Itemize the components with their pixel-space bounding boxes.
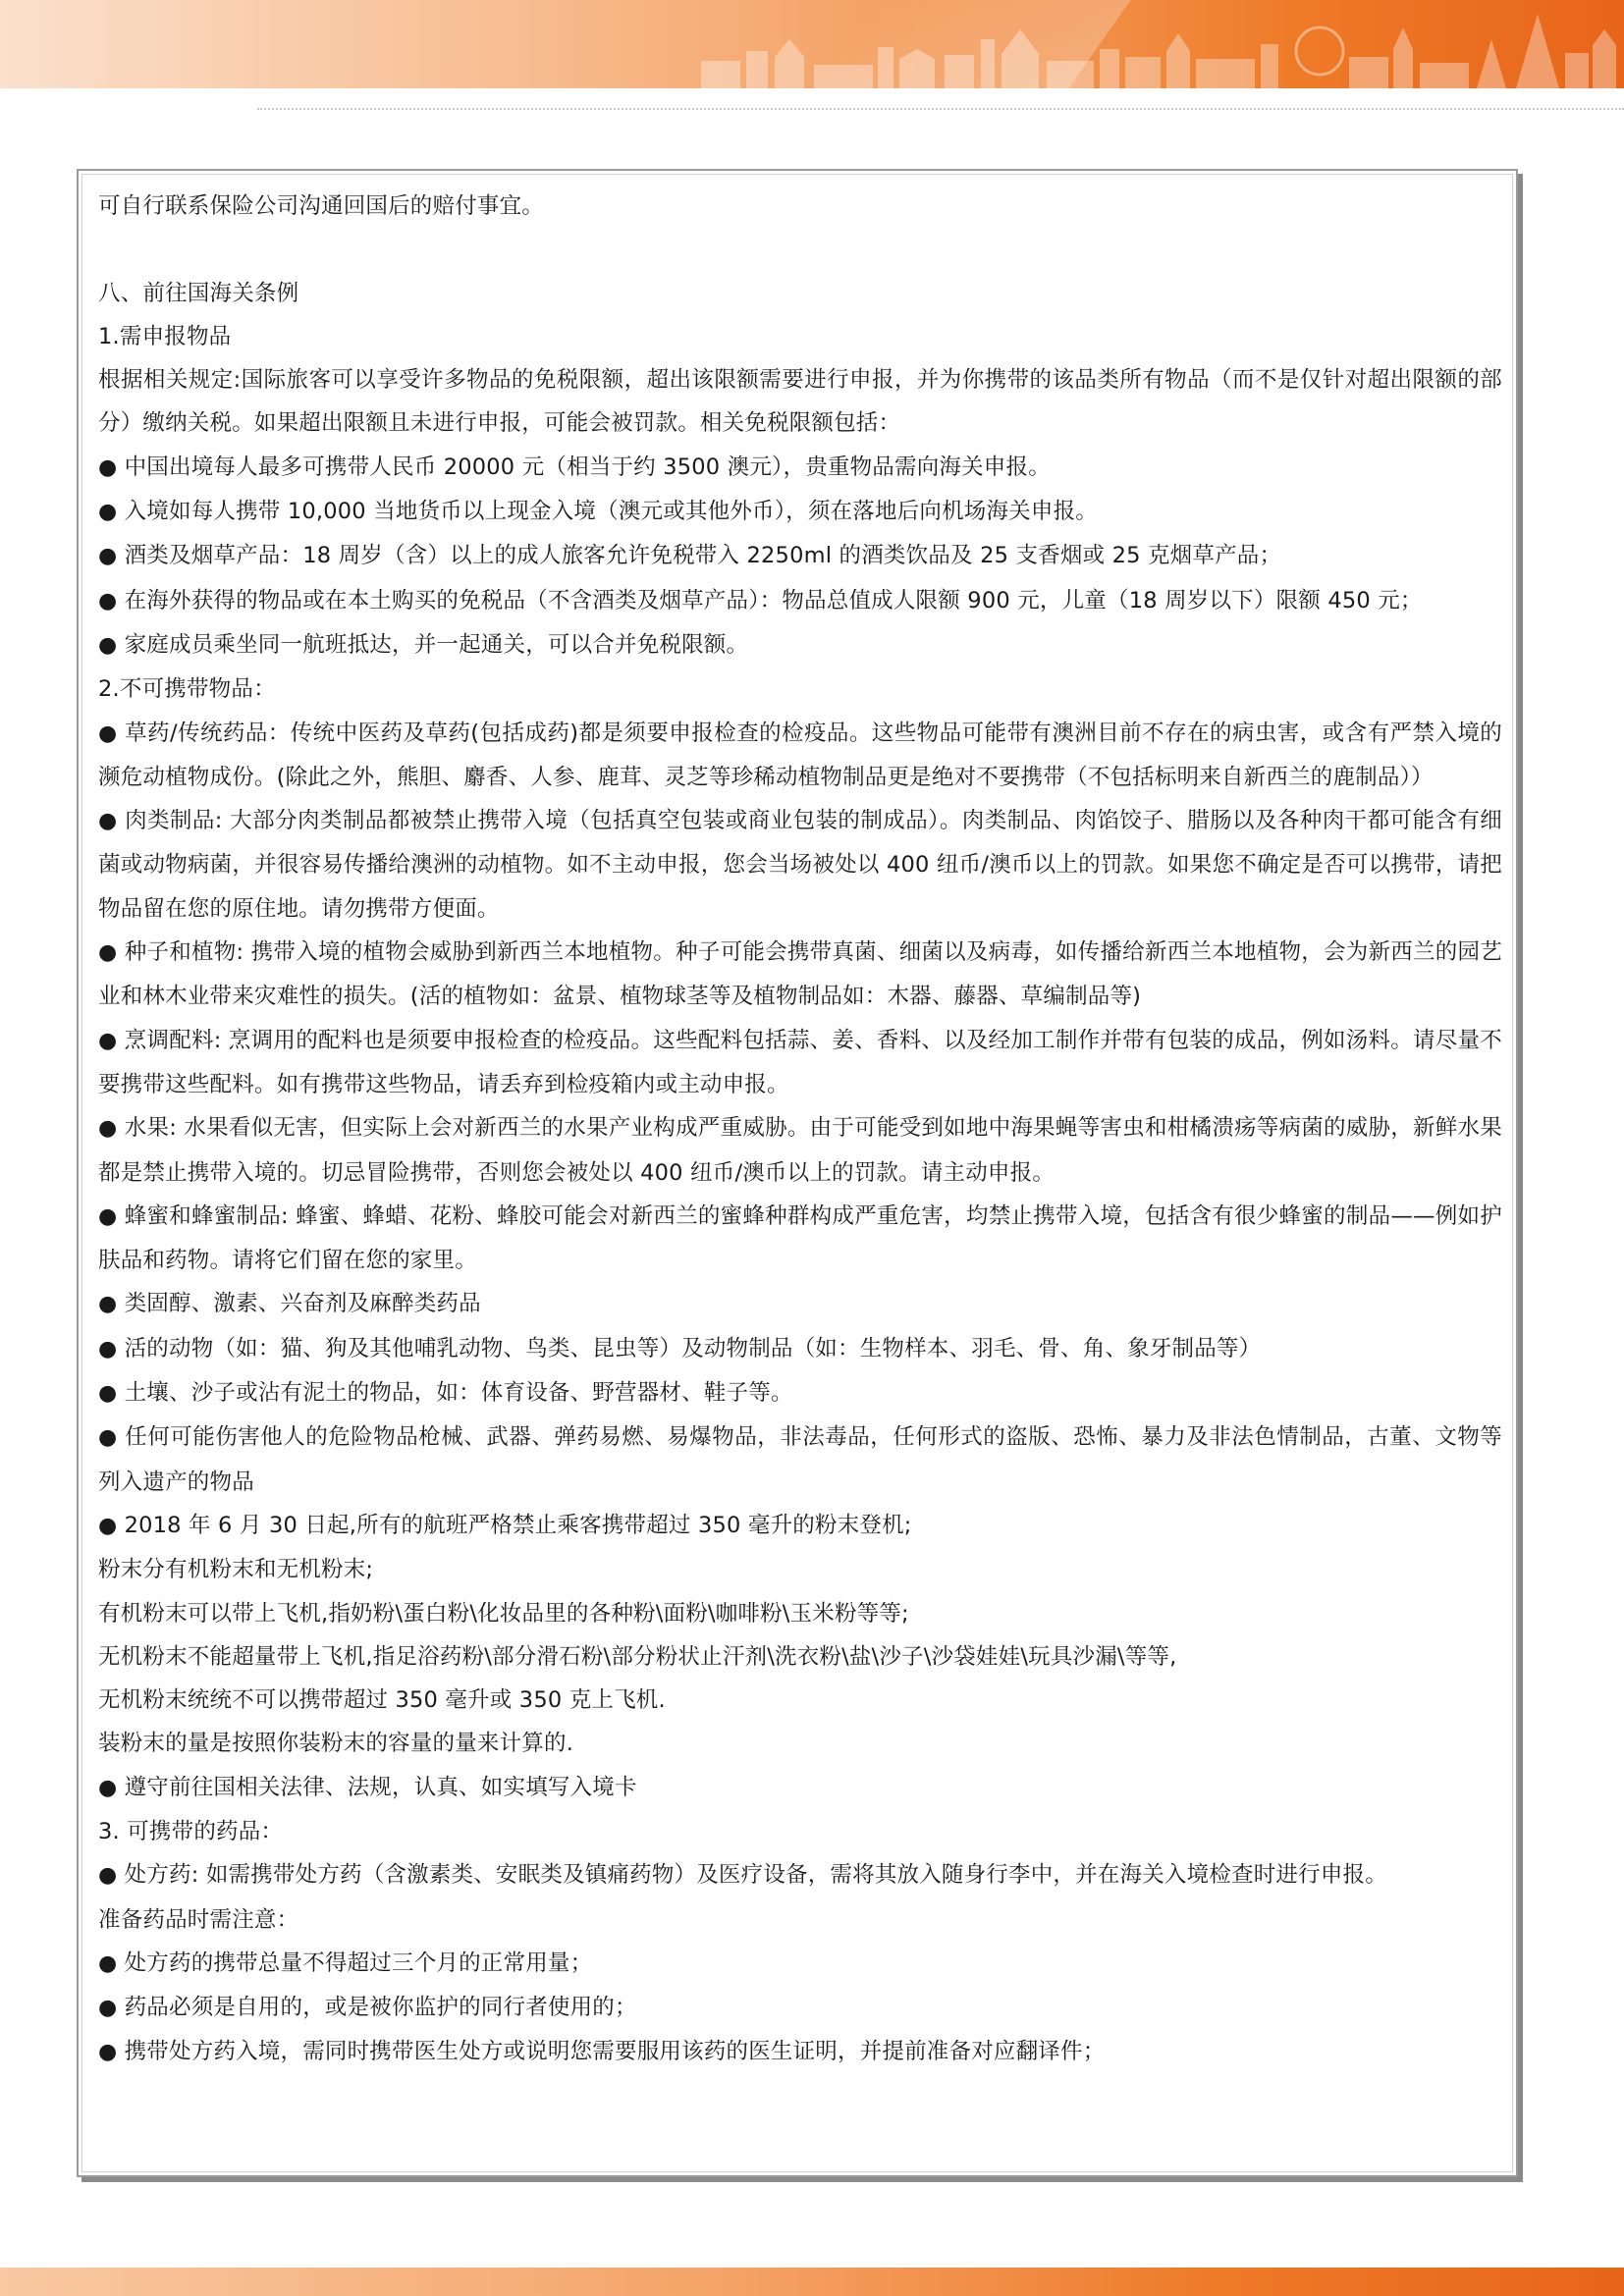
footer-banner [0,2268,1624,2296]
paragraph-line: 根据相关规定:国际旅客可以享受许多物品的免税限额，超出该限额需要进行申报，并为你携带的该品类所有物品（而不是仅针对超出限额的部分）缴纳关税。如果超出限额且未进行申报，可能会被罚款。相关免税限额包括： [98,367,1502,437]
bullet-item: ● 药品必须是自用的，或是被你监护的同行者使用的； [98,1986,1502,2030]
paragraph-line: 2.不可携带物品： [98,676,276,703]
bullet-item: ● 蜂蜜和蜂蜜制品: 蜂蜜、蜂蜡、花粉、蜂胶可能会对新西兰的蜜蜂种群构成严重危害，均禁止携带入境，包括含有很少蜂蜜的制品——例如护肤品和药物。请将它们留在您的家里。 [98,1195,1502,1283]
bullet-item: ● 家庭成员乘坐同一航班抵达，并一起通关，可以合并免税限额。 [98,623,1502,667]
city-skyline-icon [681,0,1624,88]
bullet-item: ● 2018 年 6 月 30 日起,所有的航班严格禁止乘客携带超过 350 毫升的粉末登机; [98,1504,1502,1548]
bullet-item: ● 遵守前往国相关法律、法规，认真、如实填写入境卡 [98,1766,1502,1810]
bullet-item: ● 草药/传统药品：传统中医药及草药(包括成药)都是须要申报检查的检疫品。这些物品可能带有澳洲目前不存在的病虫害，或含有严禁入境的濒危动植物成份。(除此之外，熊胆、麝香、人参、鹿茸、灵芝等珍稀动植物制品更是绝对不要携带（不包括标明来自新西兰的鹿制品）） [98,712,1502,800]
paragraph-line: 准备药品时需注意： [98,1906,299,1933]
paragraph-line: 八、前往国海关条例 [98,280,299,306]
paragraph-line: 装粉末的量是按照你装粉末的容量的量来计算的. [98,1731,574,1757]
bullet-item: ● 肉类制品: 大部分肉类制品都被禁止携带入境（包括真空包装或商业包装的制成品）。肉类制品、肉馅饺子、腊肠以及各种肉干都可能含有细菌或动物病菌，并很容易传播给澳洲的动植物。如不主动申报，您会当场被处以 400 纽币/澳币以上的罚款。如果您不确定是否可以携带，请把物品留在您的原住地。请勿携带方便面。 [98,799,1502,931]
paragraph-line: 1.需申报物品 [98,323,232,349]
paragraph-line: 可自行联系保险公司沟通回国后的赔付事宜。 [98,193,545,219]
bullet-item: ● 入境如每人携带 10,000 当地货币以上现金入境（澳元或其他外币），须在落地后向机场海关申报。 [98,490,1502,534]
content-frame [77,169,1518,2177]
bullet-item: ● 活的动物（如：猫、狗及其他哺乳动物、鸟类、昆虫等）及动物制品（如：生物样本、羽毛、骨、角、象牙制品等） [98,1327,1502,1371]
paragraph-line: 无机粉末不能超量带上飞机,指足浴药粉\部分滑石粉\部分粉状止汗剂\洗衣粉\盐\沙子\沙袋娃娃\玩具沙漏\等等, [98,1643,1177,1670]
paragraph-line: 粉末分有机粉末和无机粉末; [98,1557,374,1583]
bullet-item: ● 烹调配料: 烹调用的配料也是须要申报检查的检疫品。这些配料包括蒜、姜、香料、以及经加工制作并带有包装的成品，例如汤料。请尽量不要携带这些配料。如有携带这些物品，请丢弃到检疫箱内或主动申报。 [98,1019,1502,1107]
bullet-item: ● 携带处方药入境，需同时携带医生处方或说明您需要服用该药的医生证明，并提前准备对应翻译件； [98,2030,1502,2074]
bullet-item: ● 处方药: 如需携带处方药（含激素类、安眠类及镇痛药物）及医疗设备，需将其放入随身行李中，并在海关入境检查时进行申报。 [98,1853,1502,1897]
bullet-item: ● 土壤、沙子或沾有泥土的物品，如：体育设备、野营器材、鞋子等。 [98,1371,1502,1415]
paragraph-line: 有机粉末可以带上飞机,指奶粉\蛋白粉\化妆品里的各种粉\面粉\咖啡粉\玉米粉等等; [98,1600,909,1627]
bullet-item: ● 水果: 水果看似无害，但实际上会对新西兰的水果产业构成严重威胁。由于可能受到如地中海果蝇等害虫和柑橘溃疡等病菌的威胁，新鲜水果都是禁止携带入境的。切忌冒险携带，否则您会被处以 400 纽币/澳币以上的罚款。请主动申报。 [98,1106,1502,1195]
bullet-item: ● 类固醇、激素、兴奋剂及麻醉类药品 [98,1282,1502,1326]
bullet-item: ● 酒类及烟草产品：18 周岁（含）以上的成人旅客允许免税带入 2250ml 的酒类饮品及 25 支香烟或 25 克烟草产品； [98,534,1502,578]
header-banner [0,0,1624,88]
paragraph-line: 3. 可携带的药品： [98,1818,284,1844]
paragraph-line: 无机粉末统统不可以携带超过 350 毫升或 350 克上飞机. [98,1687,666,1714]
document-body [98,185,1502,2075]
bullet-item: ● 种子和植物: 携带入境的植物会威胁到新西兰本地植物。种子可能会携带真菌、细菌以及病毒，如传播给新西兰本地植物，会为新西兰的园艺业和林木业带来灾难性的损失。(活的植物如：盆景、植物球茎等及植物制品如：木器、藤器、草编制品等) [98,931,1502,1019]
header-divider [257,108,1624,110]
bullet-item: ● 处方药的携带总量不得超过三个月的正常用量； [98,1942,1502,1986]
bullet-item: ● 中国出境每人最多可携带人民币 20000 元（相当于约 3500 澳元），贵重物品需向海关申报。 [98,446,1502,490]
blank-line [98,228,1502,271]
bullet-item: ● 在海外获得的物品或在本土购买的免税品（不含酒类及烟草产品）：物品总值成人限额 900 元，儿童（18 周岁以下）限额 450 元； [98,579,1502,623]
bullet-item: ● 任何可能伤害他人的危险物品枪械、武器、弹药易燃、易爆物品，非法毒品，任何形式的盗版、恐怖、暴力及非法色情制品，古董、文物等列入遗产的物品 [98,1415,1502,1504]
